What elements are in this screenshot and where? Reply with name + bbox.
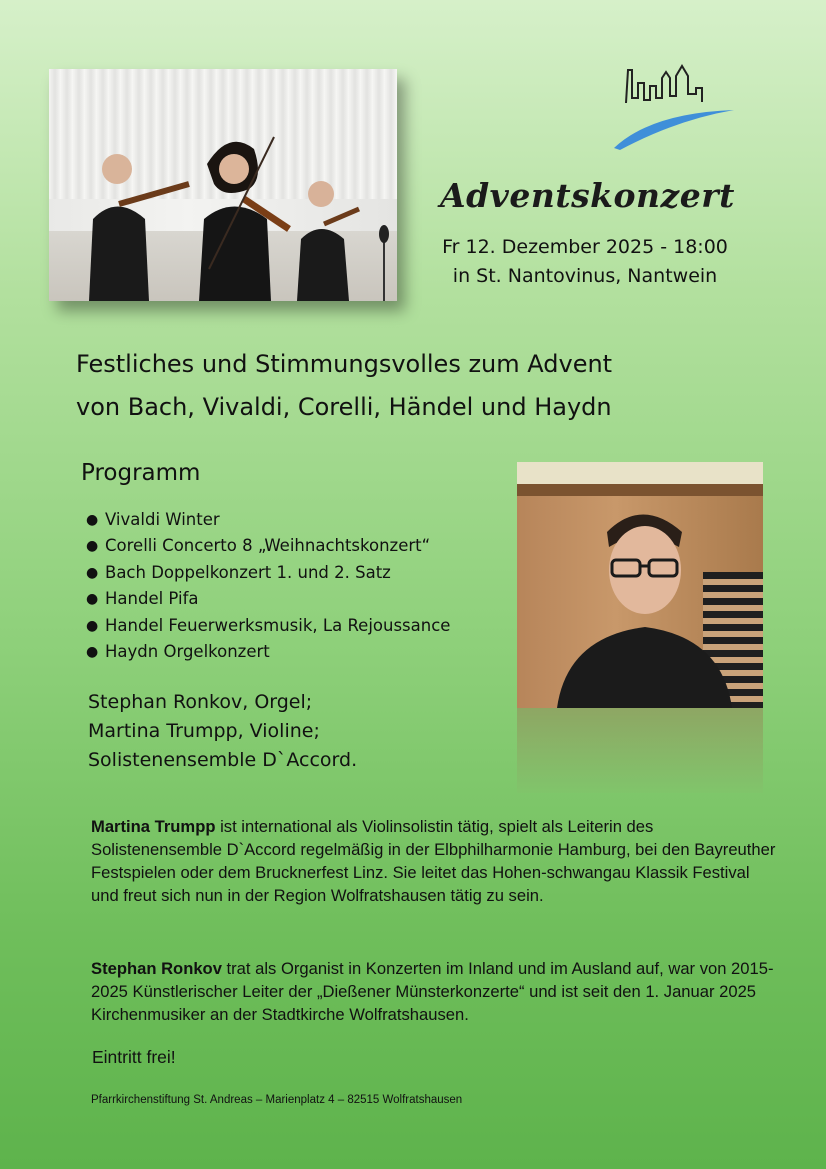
bullet-icon: ● [86, 538, 99, 555]
performer-violin: Martina Trumpp, Violine; [88, 720, 320, 742]
program-heading: Programm [81, 460, 201, 486]
program-item: ● Handel Pifa [86, 586, 506, 612]
musicians-figures [49, 69, 397, 301]
bullet-icon: ● [86, 512, 99, 528]
concert-title: Adventskonzert [440, 176, 735, 215]
bio-stephan-ronkov [91, 957, 781, 1026]
bio-name: Martina Trumpp [91, 817, 216, 836]
program-list [86, 507, 506, 665]
headline-line-2: von Bach, Vivaldi, Corelli, Händel und Haydn [76, 393, 612, 421]
headline-line-1: Festliches und Stimmungsvolles zum Advent [76, 350, 613, 378]
program-item: ● Haydn Orgelkonzert [86, 639, 506, 665]
bullet-icon: ● [86, 564, 99, 581]
concert-date-time: Fr 12. Dezember 2025 - 18:00 [442, 236, 728, 258]
bio-name: Stephan Ronkov [91, 959, 222, 978]
admission-note: Eintritt frei! [92, 1047, 176, 1067]
bio-martina-trumpp [91, 815, 781, 907]
concert-venue: in St. Nantovinus, Nantwein [452, 265, 718, 287]
program-item: ● Handel Feuerwerksmusik, La Rejoussance [86, 613, 506, 639]
bullet-icon: ● [86, 643, 99, 660]
church-skyline-logo [606, 58, 736, 153]
program-item: ● Vivaldi Winter [86, 507, 506, 533]
performers-list [88, 688, 508, 775]
bullet-icon: ● [86, 617, 99, 634]
organist-photo [517, 462, 763, 708]
musicians-photo [49, 69, 397, 301]
footer-address: Pfarrkirchenstiftung St. Andreas – Marienplatz 4 – 82515 Wolfratshausen [91, 1094, 463, 1106]
bullet-icon: ● [86, 591, 99, 608]
organist-figure [517, 462, 763, 708]
program-item: ● Corelli Concerto 8 „Weihnachtskonzert“ [86, 533, 506, 559]
bio-text: trat als Organist in Konzerten im Inland und im Ausland auf, war von 2015-2025 Künstlerischer Leiter der „Dießener Münsterkonzerte“ und ist seit den 1. Januar 2025 Kirchenmusiker an der Stadtkirche Wolfratshausen. [91, 959, 774, 1024]
program-item: ● Bach Doppelkonzert 1. und 2. Satz [86, 560, 506, 586]
organist-photo-reflection [517, 708, 763, 793]
bio-text: ist international als Violinsolistin tätig, spielt als Leiterin des Solistenensemble D`Accord regelmäßig in der Elbphilharmonie Hamburg, bei den Bayreuther Festspielen oder dem Brucknerfest Linz. Sie leitet das Hohen-schwangau Klassik Festival und freut sich nun in der Region Wolfratshausen tätig zu sein. [91, 817, 776, 905]
performer-organ: Stephan Ronkov, Orgel; [88, 691, 313, 713]
performer-ensemble: Solistenensemble D`Accord. [88, 749, 358, 771]
